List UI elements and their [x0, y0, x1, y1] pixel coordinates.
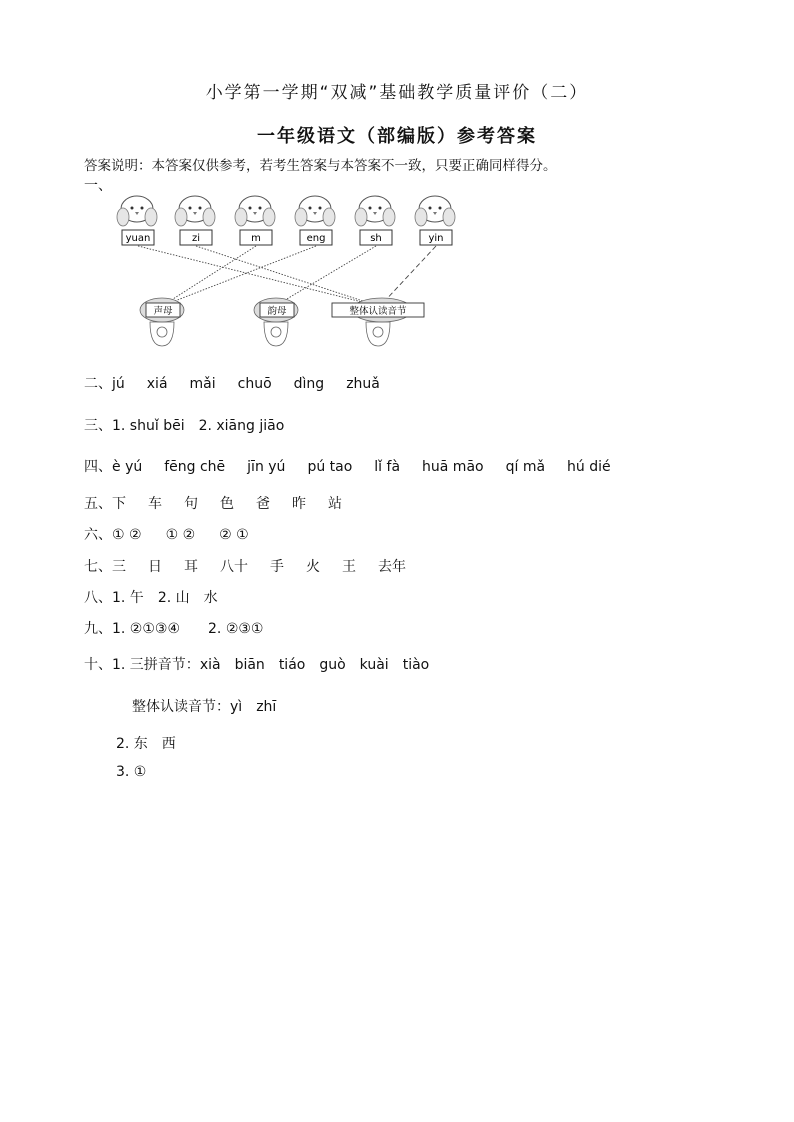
- answer-item: zhī: [256, 699, 277, 715]
- answer-item: 1. 午: [112, 590, 144, 606]
- answer-item: guò: [319, 657, 346, 673]
- q4-label: 四、: [84, 459, 112, 475]
- q2-row: [84, 373, 402, 393]
- pinyin-card-label: sh: [370, 233, 382, 244]
- q8-row: [84, 587, 240, 607]
- q3-row: [84, 415, 306, 435]
- pinyin-card-2: [175, 196, 215, 245]
- answer-item: 昨: [292, 496, 306, 512]
- q10-sub1b-row: [132, 696, 298, 716]
- answer-item: 1. shuǐ bēi: [112, 418, 185, 434]
- q5-label: 五、: [84, 496, 112, 512]
- q9-row: [84, 618, 285, 638]
- q10-row: [84, 654, 443, 674]
- document-title: 小学第一学期“双减”基础教学质量评价（二）: [205, 83, 589, 103]
- answer-item: 三: [112, 559, 126, 575]
- category-label: 整体认读音节: [349, 306, 407, 317]
- answer-item: hú dié: [567, 459, 611, 475]
- answer-item: ① ②: [165, 527, 196, 543]
- answer-item: qí mǎ: [505, 459, 546, 475]
- answer-item: 下: [112, 496, 126, 512]
- category-label: 韵母: [267, 306, 287, 317]
- answer-item: 火: [306, 559, 320, 575]
- answer-item: tiào: [402, 657, 430, 673]
- answer-item: huā māo: [422, 459, 484, 475]
- answer-item: 王: [342, 559, 356, 575]
- q10-sub2: 2. 东 西: [116, 736, 176, 752]
- answer-item: chuō: [237, 376, 272, 392]
- pinyin-card-1: [117, 196, 157, 245]
- answer-item: è yú: [112, 459, 143, 475]
- answer-item: 2. 山: [157, 590, 190, 606]
- q10-sub3: 3. ①: [116, 764, 147, 780]
- answer-item: 水: [203, 590, 218, 606]
- q1-matching-diagram: [100, 195, 460, 360]
- pinyin-card-5: [355, 196, 395, 245]
- document-subtitle: 一年级语文（部编版）参考答案: [257, 126, 537, 147]
- q5-row: [84, 493, 364, 513]
- answer-item: tiáo: [278, 657, 306, 673]
- q7-label: 七、: [84, 559, 112, 575]
- answer-item: 日: [148, 559, 162, 575]
- q10-sub1-label: 1. 三拼音节：: [112, 657, 200, 673]
- pinyin-card-label: m: [251, 233, 261, 244]
- category-shengmu: [140, 298, 184, 346]
- category-label: 声母: [153, 306, 173, 317]
- answer-item: 手: [270, 559, 284, 575]
- answer-item: lǐ fà: [374, 459, 401, 475]
- q1-label: 一、: [84, 178, 112, 194]
- q10-label: 十、: [84, 657, 112, 673]
- matching-lines: [138, 246, 436, 306]
- pinyin-card-label: zi: [191, 233, 201, 244]
- pinyin-card-label: yin: [428, 233, 444, 244]
- answer-note: 答案说明：本答案仅供参考，若考生答案与本答案不一致，只要正确同样得分。: [84, 158, 557, 174]
- answer-item: 去年: [378, 559, 406, 575]
- answer-item: ② ①: [219, 527, 249, 543]
- answer-item: jú: [112, 376, 125, 392]
- pinyin-card-4: [295, 196, 335, 245]
- answer-item: 句: [184, 496, 198, 512]
- answer-item: xiá: [146, 376, 168, 392]
- answer-item: jīn yú: [247, 459, 286, 475]
- category-zhengti: [332, 298, 424, 346]
- answer-item: mǎi: [189, 376, 216, 392]
- answer-item: 2. ②③①: [208, 621, 264, 637]
- answer-item: zhuǎ: [346, 376, 380, 392]
- q6-label: 六、: [84, 527, 112, 543]
- pinyin-card-3: [235, 196, 275, 245]
- q10-sub1b-label: 整体认读音节：: [132, 699, 230, 715]
- category-yunmu: [254, 298, 298, 346]
- q6-row: [84, 524, 271, 544]
- answer-item: biān: [234, 657, 265, 673]
- answer-item: 耳: [184, 559, 198, 575]
- q9-label: 九、: [84, 621, 112, 637]
- pinyin-card-label: yuan: [125, 233, 151, 244]
- answer-item: 色: [220, 496, 234, 512]
- answer-item: fēng chē: [164, 459, 226, 475]
- answer-item: xià: [199, 657, 221, 673]
- answer-item: 1. ②①③④: [112, 621, 181, 637]
- pinyin-card-label: eng: [306, 233, 326, 244]
- answer-item: yì: [230, 699, 243, 715]
- answer-item: 车: [148, 496, 162, 512]
- answer-item: 八十: [220, 559, 248, 575]
- answer-item: dìng: [293, 376, 325, 392]
- q8-label: 八、: [84, 590, 112, 606]
- q4-row: [84, 456, 633, 476]
- answer-item: 2. xiāng jiāo: [198, 418, 285, 434]
- answer-item: ① ②: [112, 527, 142, 543]
- answer-item: 站: [328, 496, 342, 512]
- answer-item: 爸: [256, 496, 270, 512]
- q3-label: 三、: [84, 418, 112, 434]
- q7-row: [84, 556, 428, 576]
- q2-label: 二、: [84, 376, 112, 392]
- answer-item: pú tao: [307, 459, 353, 475]
- pinyin-card-6: [415, 196, 455, 245]
- answer-item: kuài: [359, 657, 389, 673]
